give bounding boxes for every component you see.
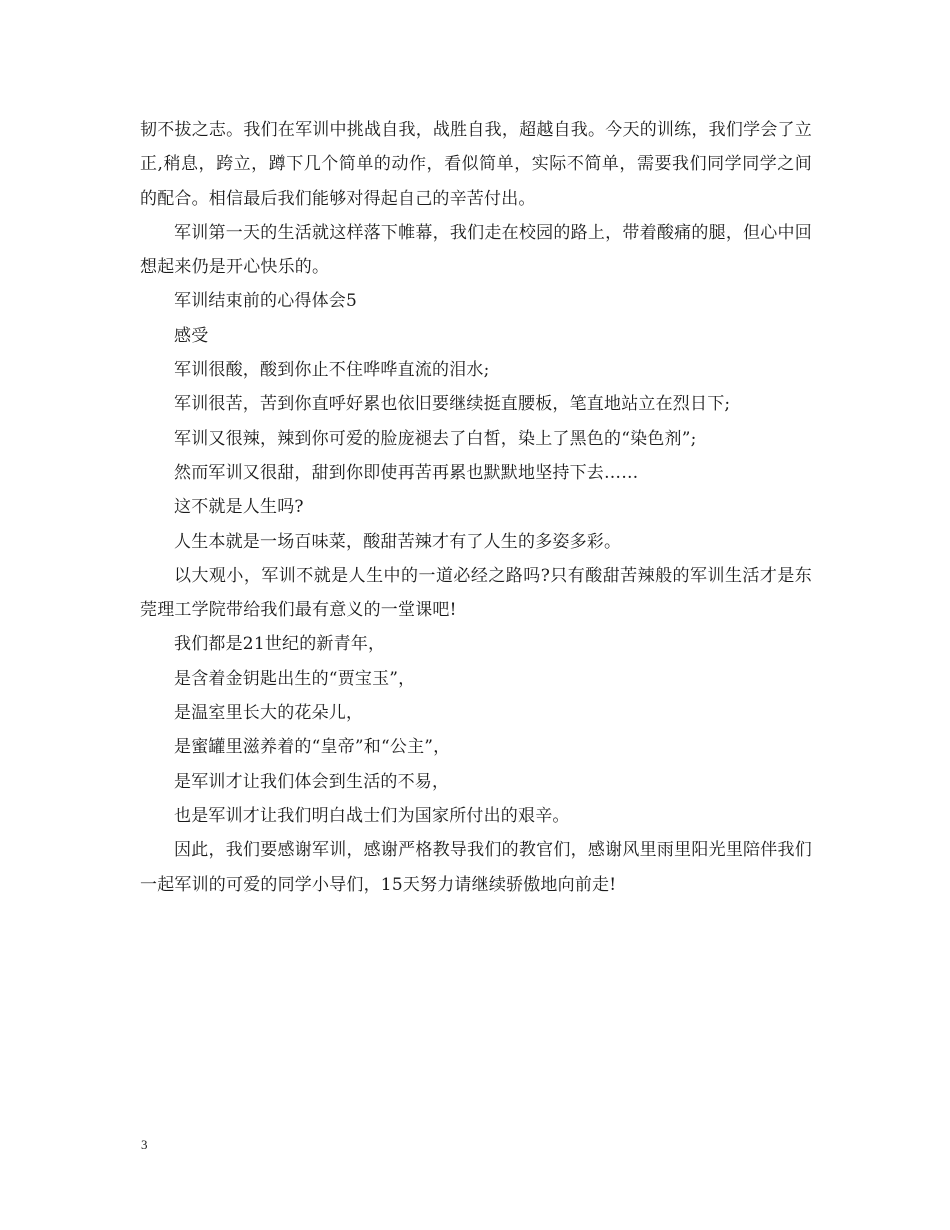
paragraph: 是蜜罐里滋养着的“皇帝”和“公主”， [174,737,451,758]
paragraph: 军训很酸，酸到你止不住哗哗直流的泪水; [174,360,490,381]
subheading: 感受 [174,325,209,346]
paragraph: 因此，我们要感谢军训，感谢严格教导我们的教官们，感谢风里雨里阳光里陪伴我们一起军训的可爱的同学小导们，15天努力请继续骄傲地向前走! [140,840,812,895]
paragraph: 也是军训才让我们明白战士们为国家所付出的艰辛。 [174,805,570,826]
paragraph: 人生本就是一场百味菜，酸甜苦辣才有了人生的多姿多彩。 [174,531,622,552]
section-heading: 军训结束前的心得体会5 [174,291,358,312]
paragraph: 军训第一天的生活就这样落下帷幕，我们走在校园的路上，带着酸痛的腿，但心中回想起来仍是开心快乐的。 [140,222,812,278]
page-number: 3 [141,1137,148,1152]
paragraph: 军训很苦，苦到你直呼好累也依旧要继续挺直腰板，笔直地站立在烈日下; [174,394,731,415]
paragraph: 是含着金钥匙出生的“贾宝玉”， [174,668,416,689]
paragraph: 以大观小，军训不就是人生中的一道必经之路吗?只有酸甜苦辣般的军训生活才是东莞理工学院带给我们最有意义的一堂课吧! [140,565,812,621]
paragraph: 是军训才让我们体会到生活的不易， [174,771,450,792]
paragraph: 是温室里长大的花朵儿， [174,703,364,724]
body-text [140,113,812,902]
paragraph: 这不就是人生吗? [174,497,304,518]
paragraph: 韧不拔之志。我们在军训中挑战自我，战胜自我，超越自我。今天的训练，我们学会了立正,稍息，跨立，蹲下几个简单的动作，看似简单，实际不简单，需要我们同学同学之间的配合。相信最后我们能够对得起自己的辛苦付出。 [140,120,812,209]
paragraph: 我们都是21世纪的新青年， [174,634,386,655]
paragraph: 然而军训又很甜，甜到你即使再苦再累也默默地坚持下去…… [174,462,639,483]
paragraph: 军训又很辣，辣到你可爱的脸庞褪去了白皙，染上了黑色的“染色剂”; [174,428,697,449]
